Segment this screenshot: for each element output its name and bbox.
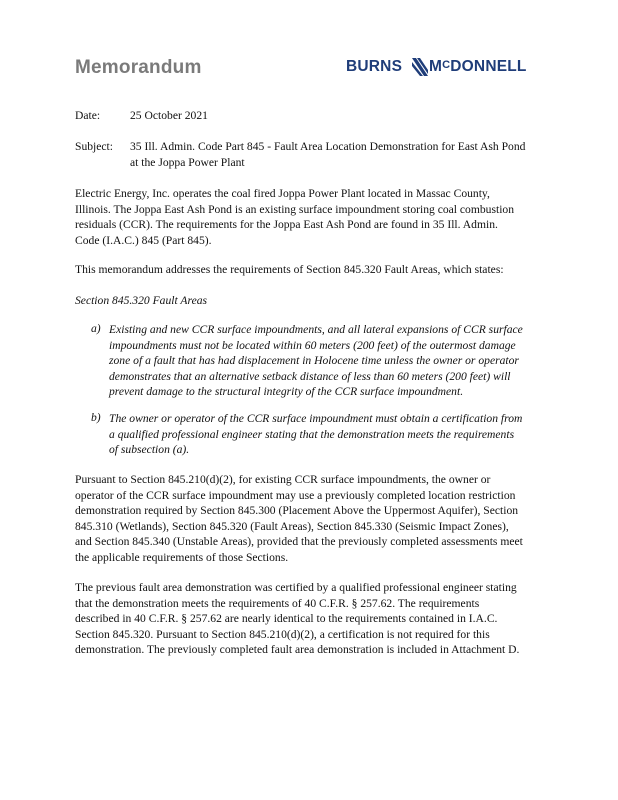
subject-line: at the Joppa Power Plant [130, 155, 245, 169]
company-logo [346, 56, 546, 80]
text-line: demonstrates that an alternative setback distance of less than 60 meters (200 feet) will [109, 369, 511, 383]
section-heading: Section 845.320 Fault Areas [75, 294, 208, 307]
list-item-a [109, 322, 523, 400]
text-line: 845.310 (Wetlands), Section 845.320 (Fault Areas), Section 845.330 (Seismic Impact Zones), [75, 519, 509, 533]
logo-ribbon-icon [410, 56, 430, 78]
subject-label: Subject: [75, 140, 113, 153]
text-line: demonstration required by Section 845.300 (Placement Above the Uppermost Aquifer), Section [75, 504, 519, 517]
text-line: Section 845.320. Pursuant to Section 845.210(d)(2), a certification is not required for this [75, 627, 490, 641]
date-value: 25 October 2021 [130, 109, 208, 122]
subject-line: 35 Ill. Admin. Code Part 845 - Fault Area Location Demonstration for East Ash Pond [130, 140, 526, 153]
text-line: operator of the CCR surface impoundment may use a previously completed location restriction [75, 488, 516, 502]
text-line: that the demonstration meets the requirements of 40 C.F.R. § 257.62. The requirements [75, 596, 480, 610]
text-line: The owner or operator of the CCR surface impoundment must obtain a certification from [109, 412, 523, 425]
text-line: and Section 845.340 (Unstable Areas), provided that the previously completed assessments meet [75, 535, 523, 548]
text-line: zone of a fault that has had displacement in Holocene time unless the owner or operator [109, 354, 519, 367]
subject-value [130, 139, 525, 170]
text-line: Code (I.A.C.) 845 (Part 845). [75, 233, 212, 247]
text-line: Pursuant to Section 845.210(d)(2), for existing CCR surface impoundments, the owner or [75, 473, 491, 486]
text-line: residuals (CCR). The requirements for the Joppa East Ash Pond are found in 35 Ill. Admin. [75, 218, 498, 231]
logo-text-right: MCDONNELL [429, 58, 527, 75]
date-label: Date: [75, 109, 101, 122]
list-marker-a: a) [91, 322, 101, 335]
text-line: the applicable requirements of those Sections. [75, 550, 289, 564]
text-line: Electric Energy, Inc. operates the coal fired Joppa Power Plant located in Massac County, [75, 187, 490, 200]
text-line: The previous fault area demonstration was certified by a qualified professional engineer stating [75, 581, 517, 594]
paragraph-scope: This memorandum addresses the requirements of Section 845.320 Fault Areas, which states: [75, 263, 504, 276]
text-line: Existing and new CCR surface impoundments, and all lateral expansions of CCR surface [109, 323, 523, 336]
paragraph-previous-demo [75, 580, 545, 658]
text-line: of subsection (a). [109, 443, 190, 456]
text-line: Illinois. The Joppa East Ash Pond is an existing surface impoundment storing coal combustion [75, 202, 515, 216]
paragraph-pursuant [75, 472, 545, 565]
list-item-b [109, 411, 522, 458]
paragraph-intro [75, 186, 545, 248]
text-line: described in 40 C.F.R. § 257.62 are nearly identical to the requirements contained in I.A.C. [75, 612, 498, 625]
memo-title: Memorandum [75, 57, 202, 78]
list-marker-b: b) [91, 411, 101, 424]
logo-text-left: BURNS [346, 58, 403, 75]
text-line: impoundments must not be located within 60 meters (200 feet) of the outermost damage [109, 338, 516, 352]
text-line: prevent damage to the structural integrity of the CCR surface impoundment. [109, 385, 464, 398]
text-line: a qualified professional engineer stating that the demonstration meets the requirements [109, 427, 515, 441]
text-line: demonstration. The previously completed fault area demonstration is included in Attachment D. [75, 643, 520, 656]
